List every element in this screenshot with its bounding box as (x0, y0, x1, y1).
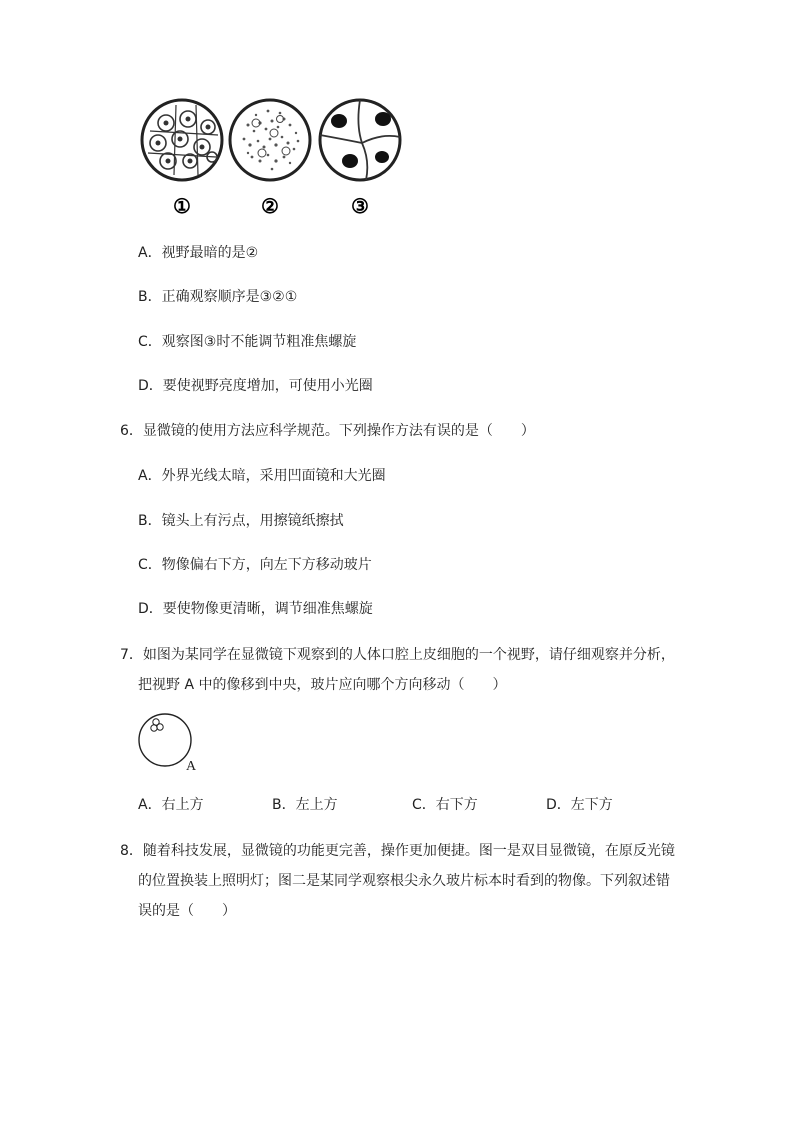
q6-option-b: B．镜头上有污点，用擦镜纸擦拭 (138, 513, 344, 529)
q7-stem-line-1: 7．如图为某同学在显微镜下观察到的人体口腔上皮细胞的一个视野，请仔细观察并分析， (120, 647, 675, 663)
q8-stem-line-2: 的位置换装上照明灯；图二是某同学观察根尖永久玻片标本时看到的物像。下列叙述错 (138, 873, 670, 889)
q5-option-b: B．正确观察顺序是③②① (138, 289, 298, 305)
q5-option-c: C．观察图③时不能调节粗准焦螺旋 (138, 334, 357, 350)
figure-label-3: ③ (351, 194, 369, 218)
q6-stem: 6．显微镜的使用方法应科学规范。下列操作方法有误的是（ ） (120, 423, 535, 439)
field-a-label: A (186, 759, 197, 774)
field-1 (142, 100, 222, 180)
figure-label-1: ① (173, 194, 191, 218)
field-a-figure (136, 710, 216, 780)
q6-option-d: D．要使物像更清晰，调节细准焦螺旋 (138, 601, 373, 617)
q5-option-d: D．要使视野亮度增加，可使用小光圈 (138, 378, 373, 394)
q6-option-a: A．外界光线太暗，采用凹面镜和大光圈 (138, 468, 386, 484)
q5-option-a: A．视野最暗的是② (138, 245, 259, 261)
q7-option-a: A．右上方 (138, 797, 204, 813)
q6-option-c: C．物像偏右下方，向左下方移动玻片 (138, 557, 372, 573)
figure-label-2: ② (261, 194, 279, 218)
q7-option-d: D．左下方 (546, 797, 613, 813)
q8-stem-line-1: 8．随着科技发展，显微镜的功能更完善，操作更加便捷。图一是双目显微镜，在原反光镜 (120, 843, 675, 859)
field-2 (230, 100, 310, 180)
microscope-fields-figure (130, 95, 430, 225)
q7-option-c: C．右下方 (412, 797, 478, 813)
field-3 (320, 100, 400, 180)
q8-stem-line-3: 误的是（ ） (138, 903, 236, 919)
q7-option-b: B．左上方 (272, 797, 338, 813)
q7-stem-line-2: 把视野 A 中的像移到中央，玻片应向哪个方向移动（ ） (138, 677, 507, 693)
